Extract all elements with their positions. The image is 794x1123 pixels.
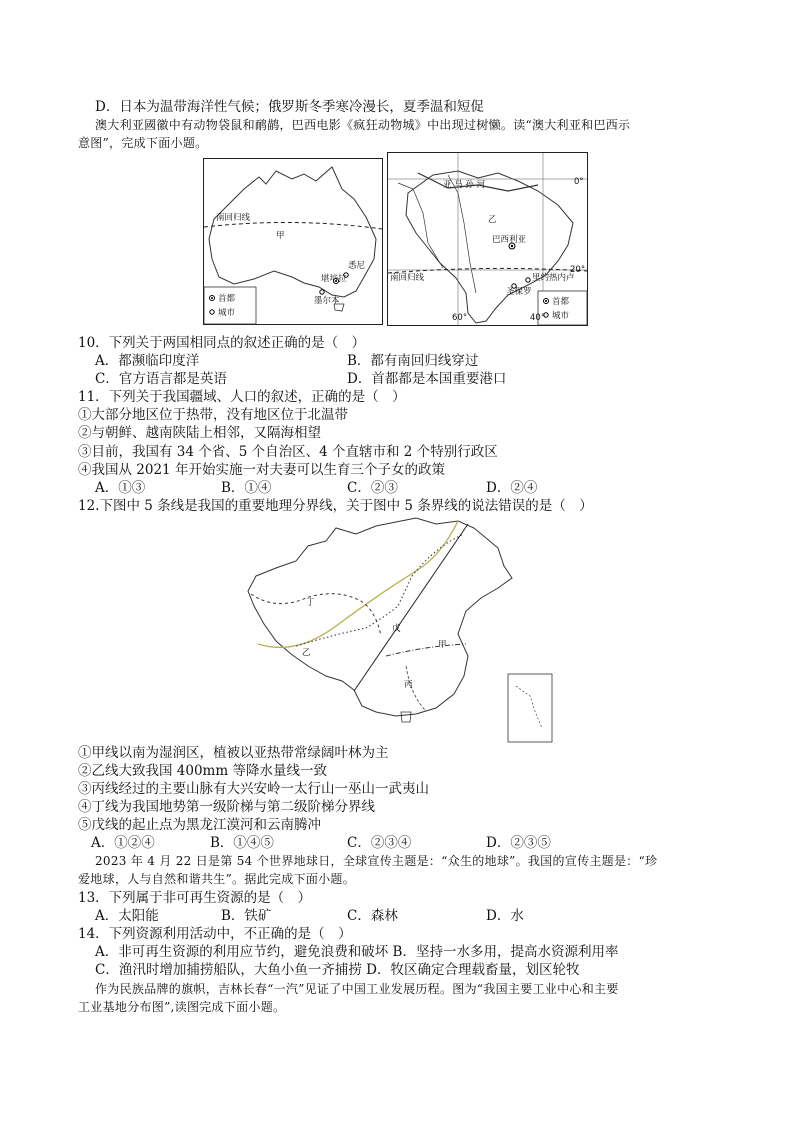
q12-option-d: D．②③⑤ (486, 835, 551, 851)
intro-paragraph-line: 2023 年 4 月 22 日是第 54 个世界地球日，全球宣传主题是：“众生的地球”。我国的宣传主题是：“珍 (95, 854, 658, 868)
legend-capital-label: 首都 (552, 297, 570, 307)
q14-options-ab: A．非可再生资源的利用应节约，避免浪费和破坏 B．坚持一水多用，提高水资源利用率 (95, 944, 619, 960)
latitude-label: 20° (570, 265, 586, 275)
city-label: 悉尼 (348, 261, 366, 271)
river-label: 亚 马 孙 河 (443, 180, 486, 190)
q10-option-b: B．都有南回归线穿过 (347, 353, 479, 369)
region-label: 甲 (276, 231, 285, 241)
q9-option-d: D．日本为温带海洋性气候；俄罗斯冬季寒冷漫长，夏季温和短促 (95, 99, 484, 115)
q12-statement: ①甲线以南为湿润区，植被以亚热带常绿阔叶林为主 (78, 745, 389, 761)
q13-option-d: D．水 (486, 908, 524, 924)
q11-option-a: A．①③ (95, 480, 146, 496)
q12-option-b: B．①④⑤ (210, 835, 274, 851)
legend-city-label: 城市 (218, 308, 236, 318)
intro-paragraph-line: 澳大利亚國徽中有动物袋鼠和鸸鹋，巴西电影《疯狂动物城》中出现过树懒。读“澳大利亚和巴西示 (95, 118, 631, 132)
q13-option-c: C．森林 (347, 908, 398, 924)
q14-stem: 14．下列资源利用活动中，不正确的是（ ） (78, 926, 352, 942)
q13-option-a: A．太阳能 (95, 908, 159, 924)
tropic-label: 南回归线 (390, 273, 425, 283)
line-label-bing: 丙 (404, 680, 413, 690)
q11-option-c: C．②③ (347, 480, 398, 496)
intro-paragraph-line: 工业基地分布图”,读图完成下面小题。 (78, 1000, 286, 1014)
latitude-label: 0° (574, 177, 584, 187)
q10-stem: 10．下列关于两国相同点的叙述正确的是（ ） (78, 335, 366, 351)
q10-option-a: A．都濒临印度洋 (95, 353, 200, 369)
intro-paragraph-line: 爱地球，人与自然和谐共生”。据此完成下面小题。 (78, 872, 356, 886)
australia-map (203, 158, 383, 325)
q12-statement: ②乙线大致我国 400mm 等降水量线一致 (78, 763, 327, 779)
line-label-jia: 甲 (438, 640, 447, 650)
q13-option-b: B．铁矿 (221, 908, 272, 924)
q12-stem: 12.下图中 5 条线是我国的重要地理分界线，关于图中 5 条界线的说法错误的是（ ） (78, 498, 593, 514)
q14-options-cd: C．渔汛时增加捕捞船队，大鱼小鱼一齐捕捞 D．牧区确定合理载畜量，划区轮牧 (95, 962, 580, 978)
line-label-wu: 戊 (392, 624, 401, 634)
line-label-yi: 乙 (302, 648, 311, 658)
q12-statement: ⑤戊线的起止点为黑龙江漠河和云南腾冲 (78, 817, 321, 833)
line-label-ding: 丁 (306, 598, 315, 608)
q11-statement: ①大部分地区位于热带，没有地区位于北温带 (78, 407, 348, 423)
q10-option-d: D．首都都是本国重要港口 (347, 371, 507, 387)
city-label: 里约热内卢 (532, 273, 575, 283)
city-label: 墨尔本 (314, 296, 340, 306)
intro-paragraph-line: 作为民族品牌的旗帜，吉林长春“一汽”见证了中国工业发展历程。图为“我国主要工业中心和主要 (95, 982, 619, 996)
legend-capital-label: 首都 (218, 294, 236, 304)
q12-option-a: A．①②④ (91, 835, 155, 851)
legend-city-label: 城市 (552, 311, 570, 321)
china-map (236, 516, 558, 744)
tropic-label: 南回归线 (216, 213, 251, 223)
brazil-map (387, 152, 588, 326)
q12-statement: ④丁线为我国地势第一级阶梯与第二级阶梯分界线 (78, 799, 375, 815)
q11-statement: ②与朝鲜、越南陕陆上相邻，又隔海相望 (78, 425, 321, 441)
city-label: 圣保罗 (506, 287, 532, 297)
intro-paragraph-line: 意图”，完成下面小题。 (78, 136, 208, 150)
longitude-label: 60° (452, 313, 468, 323)
q11-option-d: D．②④ (486, 480, 538, 496)
capital-label: 巴西利亚 (492, 235, 527, 245)
q12-option-c: C．②③④ (347, 835, 412, 851)
q11-statement: ③目前，我国有 34 个省、5 个自治区、4 个直辖市和 2 个特别行政区 (78, 444, 498, 460)
q11-statement: ④我国从 2021 年开始实施一对夫妻可以生育三个子女的政策 (78, 462, 445, 478)
capital-label: 堪培拉 (321, 274, 347, 284)
q11-stem: 11．下列关于我国疆域、人口的叙述，正确的是（ ） (78, 389, 406, 405)
q12-statement: ③丙线经过的主要山脉有大兴安岭一太行山一巫山一武夷山 (78, 781, 429, 797)
region-label: 乙 (488, 215, 497, 225)
q10-option-c: C．官方语言都是英语 (95, 371, 227, 387)
longitude-label: 40° (530, 313, 546, 323)
q13-stem: 13．下列属于非可再生资源的是（ ） (78, 890, 312, 906)
q11-option-b: B．①④ (221, 480, 272, 496)
